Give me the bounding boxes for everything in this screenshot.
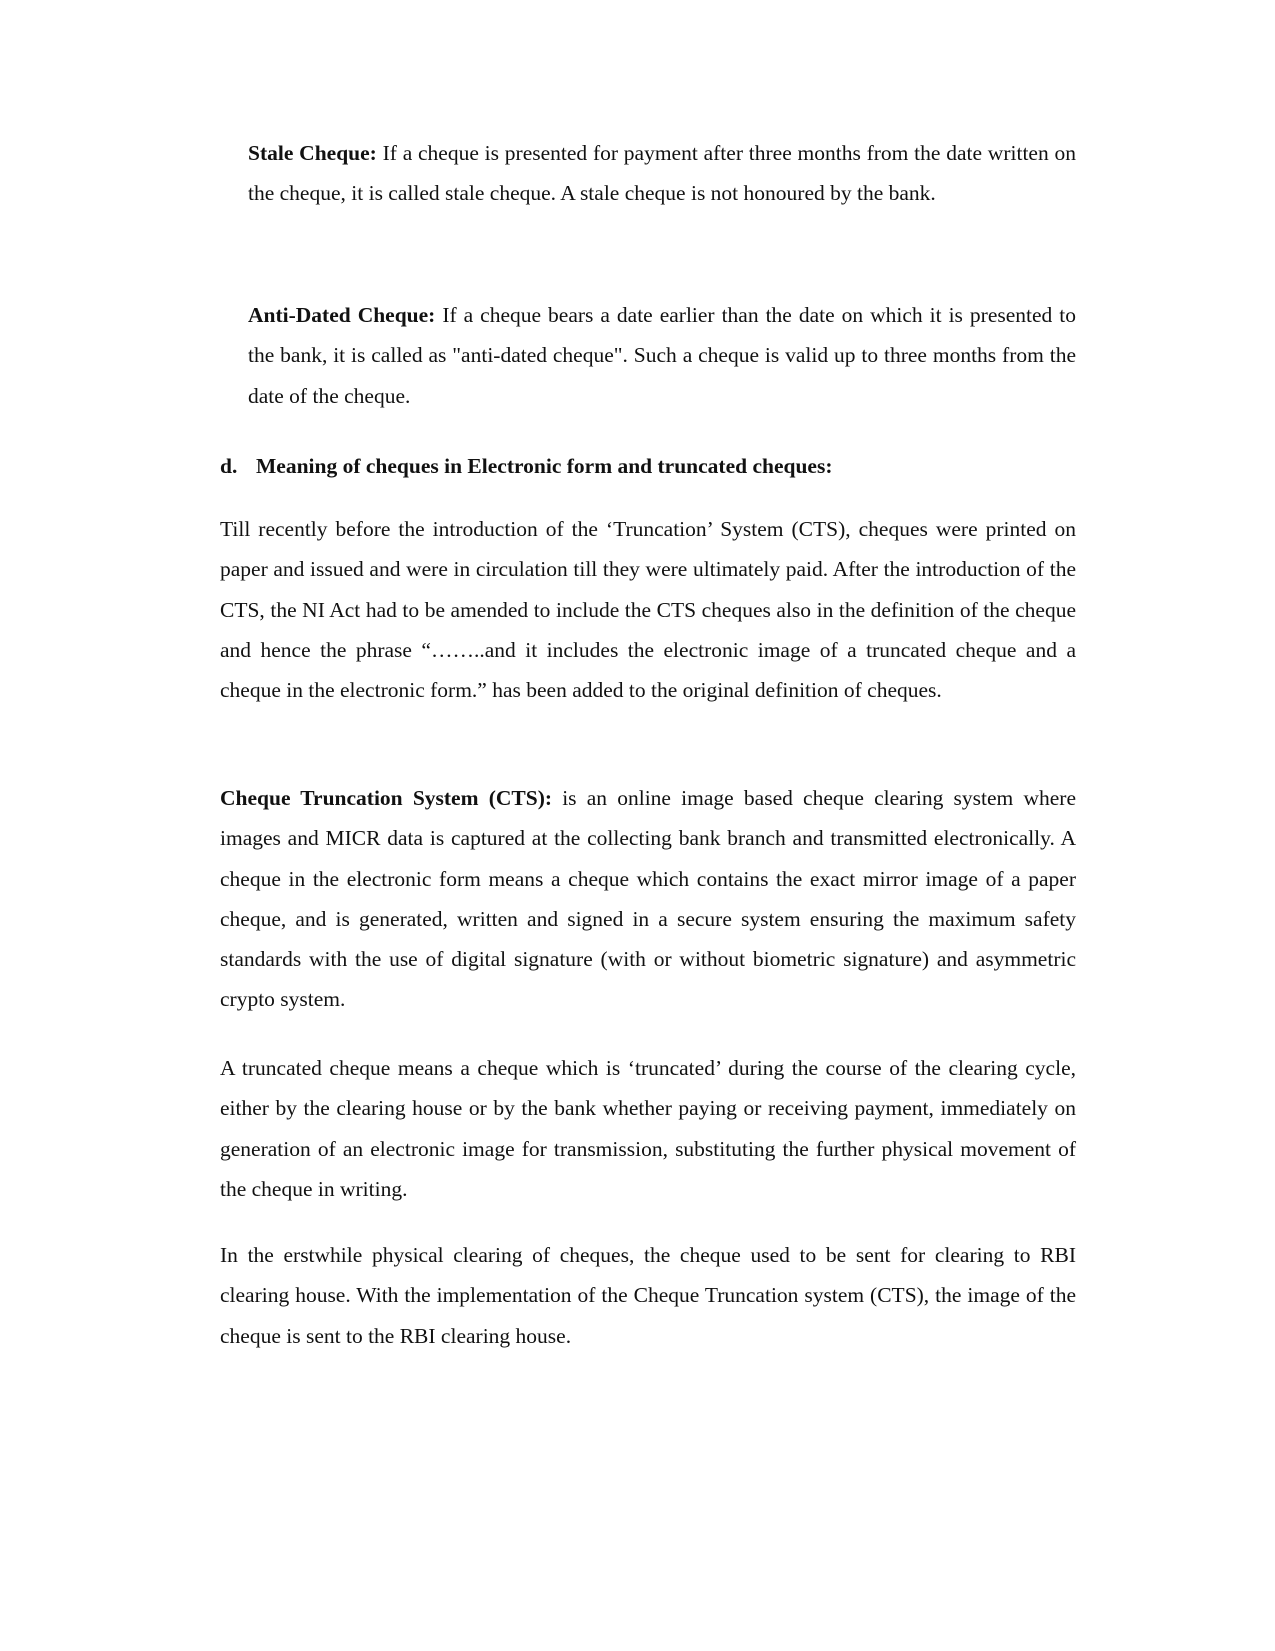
erstwhile-clearing-paragraph: In the erstwhile physical clearing of cheques, the cheque used to be sent for clearing to RBI clearing house. With the implementation of the Cheque Truncation system (CTS), the image of the cheque is sent to the RBI clearing house. (220, 1243, 1076, 1348)
anti-dated-cheque-text: If a cheque bears a date earlier than the date on which it is presented to the bank, it is called as "anti-dated cheque". Such a cheque is valid up to three months from the date of the cheque. (248, 303, 1076, 408)
stale-cheque-term: Stale Cheque: (248, 141, 377, 165)
intro-paragraph: Till recently before the introduction of the ‘Truncation’ System (CTS), cheques were printed on paper and issued and were in circulation till they were ultimately paid. After the introduction of the CTS, the NI Act had to be amended to include the CTS cheques also in the definition of the cheque and hence the phrase “……..and it includes the electronic image of a truncated cheque and a cheque in the electronic form.” has been added to the original definition of cheques. (220, 517, 1076, 703)
section-heading (220, 446, 833, 486)
section-number: d. (220, 454, 238, 478)
anti-dated-cheque-term: Anti-Dated Cheque: (248, 303, 436, 327)
anti-dated-cheque-paragraph (248, 295, 1076, 416)
cts-term: Cheque Truncation System (CTS): (220, 786, 553, 810)
cts-text: is an online image based cheque clearing system where images and MICR data is captured at the collecting bank branch and transmitted electronically. A cheque in the electronic form means a cheque which contains the exact mirror image of a paper cheque, and is generated, written and signed in a secure system ensuring the maximum safety standards with the use of digital signature (with or without biometric signature) and asymmetric crypto system. (220, 786, 1077, 1012)
stale-cheque-paragraph (248, 133, 1076, 214)
section-title: Meaning of cheques in Electronic form and truncated cheques: (256, 454, 833, 478)
cts-paragraph (220, 778, 1076, 1020)
stale-cheque-text: If a cheque is presented for payment after three months from the date written on the cheque, it is called stale cheque. A stale cheque is not honoured by the bank. (248, 141, 1076, 206)
truncated-cheque-paragraph: A truncated cheque means a cheque which is ‘truncated’ during the course of the clearing cycle, either by the clearing house or by the bank whether paying or receiving payment, immediately on generation of an electronic image for transmission, substituting the further physical movement of the cheque in writing. (220, 1056, 1076, 1201)
